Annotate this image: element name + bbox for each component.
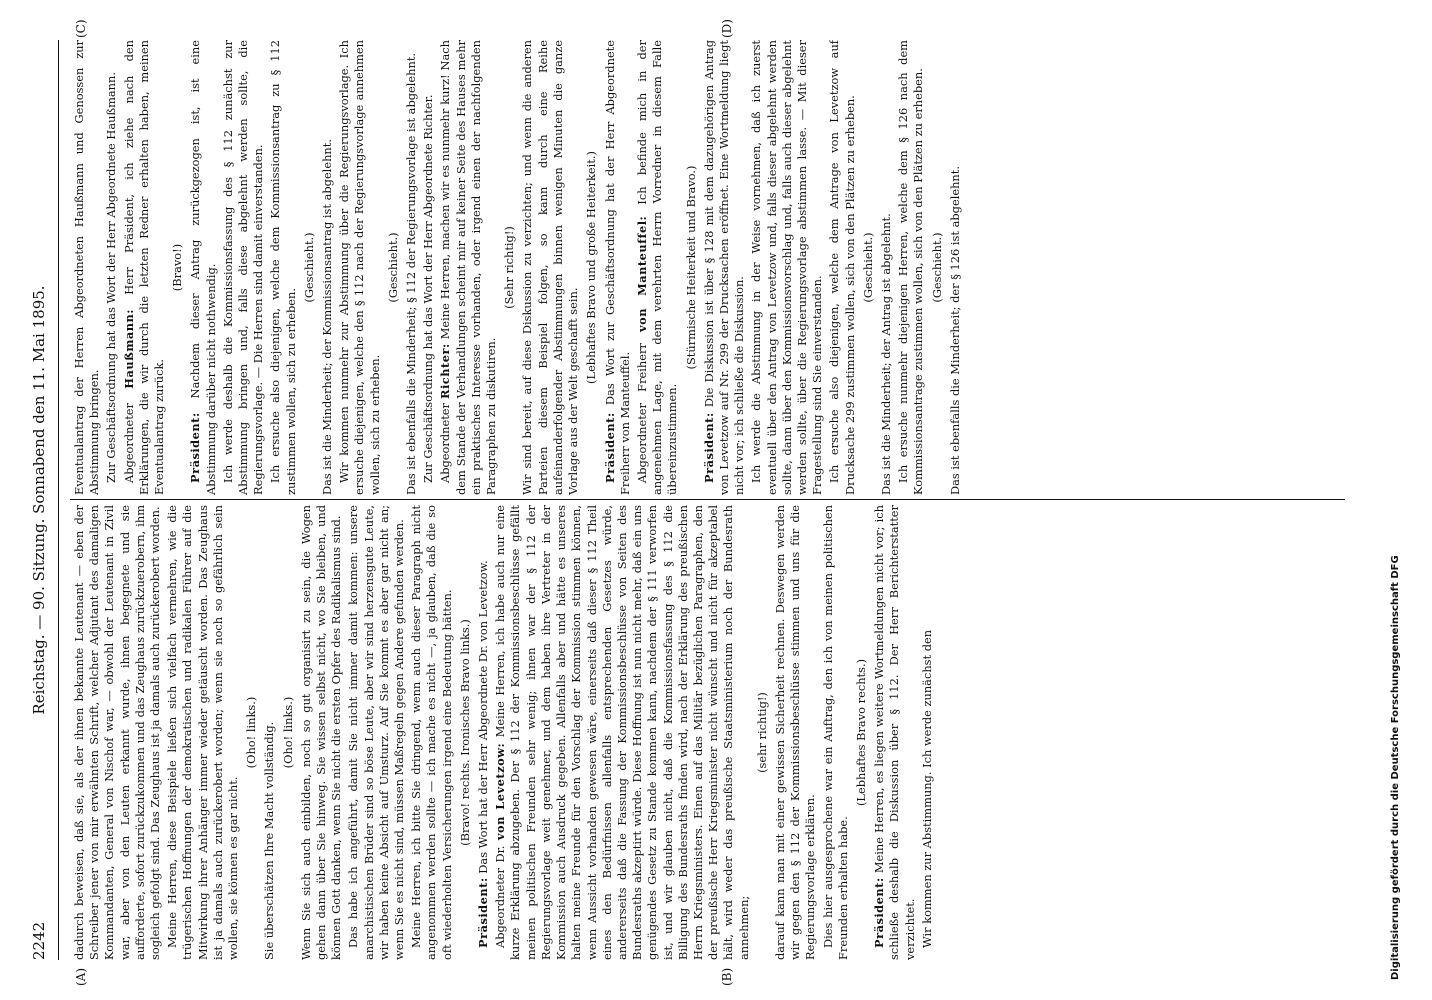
right-column-paragraph: (Stürmische Heiterkeit und Bravo.) [683,165,698,370]
right-column-paragraph: Präsident: Das Wort zur Geschäftsordnung hat der Herr Abgeordnete Freiherr von Manteuffel. [602,40,632,495]
column-divider [70,499,1345,500]
right-column-paragraph: Eventualantrag der Herren Abgeordneten Haußmann und Genossen zur Abstimmung bringen. [72,40,102,495]
right-column-paragraph: Das ist ebenfalls die Minderheit; § 112 der Regierungsvorlage ist abgelehnt. [404,52,419,495]
left-column-paragraph: (Oho! links.) [280,696,295,769]
page-number: 2242 [30,921,48,960]
digitization-credit [1360,380,1420,980]
left-column-paragraph: Meine Herren, diese Beispiele ließen sich vielfach vermehren, wie die trügerischen Hoffnungen der demokratischen und radikalen Führer auf die Mitwirkung ihrer Anhänger immer wieder getäuscht worden. Das Zeughaus ist ja damals auch zurückerobert worden; wenn sie noch so gefährlich sein wollen, sie können es gar nicht. [165,505,241,960]
marker-b: (B) [720,967,734,986]
left-column-paragraph: (sehr richtig!) [754,692,769,773]
left-column-paragraph: dadurch beweisen, daß sie, als der ihnen bekannte Leutenant — eben der Schreiber jener von mir erwähnten Schrift, welcher Adjutant des damaligen Kommandanten, General von Nischof war, — obwohl der Leutenant in Zivil war, aber von den Leuten erkannt wurde, ihnen begegnete und sie aufforderte, sofort zurückzukommen und das Zeughaus zurückzuerobern, ihm sogleich gefolgt sind. Das Zeughaus ist ja damals auch zurückerobert worden. [72,505,163,960]
left-column-paragraph: Wir kommen zur Abstimmung. Ich werde zunächst den [919,629,934,948]
left-column-paragraph: Das habe ich angeführt, damit Sie nicht immer damit kommen: unsere anarchistischen Brüder sind so böse Leute, aber wir sind herzensgute Leute, wir haben keine Absicht auf Umsturz. Auf Sie kommt es aber gar nicht an; wenn Sie es nicht sind, müssen Maßregeln gegen Andere gefunden werden. [346,505,407,960]
right-column-paragraph: Ich ersuche also diejenigen, welche dem Antrage von Levetzow auf Drucksache 299 zustimmen wollen, sich von den Plätzen zu erheben. [827,40,857,495]
right-column-paragraph: Präsident: Nachdem dieser Antrag zurückgezogen ist, ist eine Abstimmung darüber nicht nothwendig. [188,40,218,495]
right-column-paragraph: Ich werde deshalb die Kommissionsfassung des § 112 zunächst zur Abstimmung bringen und, falls diese abgelehnt werden sollte, die Regierungsvorlage. — Die Herren sind damit einverstanden. [220,40,266,495]
credit-text: Digitalisierung gefördert durch die Deutsche Forschungsgemeinschaft [1390,582,1401,980]
right-column-paragraph: Präsident: Die Diskussion ist über § 128 mit dem dazugehörigen Antrag von Levetzow auf Nr. 299 der Drucksachen eröffnet. Eine Wortmeldung liegt nicht vor; ich schließe die Diskussion. [701,40,747,495]
right-column-paragraph: Das ist die Minderheit; der Antrag ist abgelehnt. [878,213,893,495]
left-column-paragraph: Wenn Sie sich auch einbilden, noch so gut organisirt zu sein, die Wogen gehen dann über Sie hinweg. Sie wissen selbst nicht, wo Sie bleiben, und können Gott danken, wenn Sie nicht die ersten Opfer des Radikalismus sind. [298,505,344,960]
left-column-paragraph: (Lebhaftes Bravo rechts.) [853,658,868,807]
left-column-paragraph: (Oho! links.) [244,696,259,769]
right-column-paragraph: (Geschieht.) [301,232,316,303]
right-column-paragraph: (Geschieht.) [860,232,875,303]
right-column-paragraph: (Geschieht.) [929,232,944,303]
page-title: Reichstag. — 90. Sitzung. Sonnabend den 11. Mai 1895. [30,285,48,715]
right-column-paragraph: Abgeordneter Freiherr von Manteuffel: Ich befinde mich in der angenehmen Lage, mit dem verehrten Herrn Vorredner in diesem Falle übereinzustimmen. [634,40,680,495]
right-column [72,40,1342,495]
right-column-paragraph: Ich ersuche nunmehr diejenigen Herren, welche dem § 126 nach dem Kommissionsantrage zustimmen wollen, sich von den Plätzen zu erheben. [896,40,926,495]
left-column-paragraph: Abgeordneter Dr. von Levetzow: Meine Herren, ich habe auch nur eine kurze Erklärung abzugeben. Der § 112 der Kommissionsbeschlüsse gefällt meinen politischen Freunden sehr wenig; ihnen war der § 112 der Regierungsvorlage weit genehmer, und dem haben ihre Vertreter in der Kommission auch Ausdruck gegeben. Allenfalls aber und hätte es unseres halten meine Freunde für den Vorschlag der Kommission stimmen können, wenn Aussicht vorhanden gewesen wäre, einerseits daß dieser § 112 Theil eines den Bedürfnissen allenfalls entsprechenden Gesetzes würde, andererseits daß die Fassung der Kommissionsbeschlüsse von Seiten des Bundesraths akzeptirt würde. Diese Hoffnung ist nun nicht mehr, daß ein uns genügendes Gesetz zu Stande kommen kann, nachdem der § 111 verworfen ist, und wir glauben nicht, daß die Kommissionsfassung des § 112 die Billigung des Bundesraths finden wird, nach der Erklärung des preußischen Herrn Kriegsministers. Einen auf das Militär bezüglichen Paragraphen, den der preußische Herr Kriegsminister nicht wünscht und nicht für akzeptabel hält, wird weder das preußische Staatsministerium noch der Bundesrath annehmen; [493,505,751,960]
right-column-paragraph: (Sehr richtig!) [502,226,517,309]
marker-c: (C) [74,19,88,38]
right-column-paragraph: Abgeordneter Richter: Meine Herren, machen wir es nunmehr kurz! Nach dem Stande der Verhandlungen scheint mir auf keiner Seite des Hauses mehr ein praktisches Interesse vorhanden, oder irgend einen der nachfolgenden Paragraphen zu diskutiren. [438,40,499,495]
right-column-paragraph: (Geschieht.) [385,232,400,303]
right-column-paragraph: Abgeordneter Haußmann: Herr Präsident, ich ziehe nach den Erklärungen, die wir durch die letzten Redner erhalten haben, meinen Eventualantrag zurück. [121,40,167,495]
right-column-paragraph: Zur Geschäftsordnung hat das Wort der Herr Abgeordnete Richter. [421,94,436,483]
right-column-paragraph: Wir kommen nunmehr zur Abstimmung über die Regierungsvorlage. Ich ersuche diejenigen, welche den § 112 nach der Regierungsvorlage annehmen wollen, sich zu erheben. [337,40,382,495]
left-column-paragraph: (Bravo! rechts. Ironisches Bravo links.) [457,619,472,846]
right-column-paragraph: Das ist die Minderheit; der Kommissionsantrag ist abgelehnt. [320,139,335,495]
left-column-paragraph: Präsident: Das Wort hat der Herr Abgeordnete Dr. von Levetzow. [476,560,491,948]
page-header [30,40,54,960]
left-column [72,505,1342,960]
right-column-paragraph: (Bravo!) [170,243,185,292]
left-column-paragraph: Dies hier ausgesprochene war ein Auftrag, den ich von meinen politischen Freunden erhalten habe. [820,505,850,960]
right-column-paragraph: (Lebhaftes Bravo und große Heiterkeit.) [584,151,599,384]
dfg-logo: DFG [1390,555,1401,579]
left-column-paragraph: Meine Herren, ich bitte Sie dringend, wenn auch dieser Paragraph nicht angenommen werden sollte — ich mache es nicht —, ja glauben, daß die so oft wiederholten Versicherungen irgend eine Bedeutung hätten. [409,505,454,960]
right-column-paragraph: Wir sind bereit, auf diese Diskussion zu verzichten; und wenn die anderen Parteien diesem Beispiel folgen, so kann durch eine Reihe aufeinanderfolgender Abstimmungen binnen wenigen Minuten die ganze Vorlage aus der Welt geschafft sein. [520,40,581,495]
left-column-paragraph: Sie überschätzen Ihre Macht vollständig. [262,721,277,960]
right-column-paragraph: Zur Geschäftsordnung hat das Wort der Herr Abgeordnete Haußmann. [104,72,119,483]
header-rule [58,40,59,960]
left-column-paragraph: Präsident: Meine Herren, es liegen weitere Wortmeldungen nicht vor; ich schließe deshalb die Diskussion über § 112. Der Herr Berichterstatter verzichtet. [872,505,917,960]
right-column-paragraph: Ich werde die Abstimmung in der Weise vornehmen, daß ich zuerst eventuell über den Antrag von Levetzow und, falls dieser abgelehnt werden sollte, dann über den Kommissionsvorschlag und, falls auch dieser abgelehnt werden sollte, über die Regierungsvorlage abstimmen lasse. — Mit dieser Fragestellung sind Sie einverstanden. [749,40,825,495]
marker-a: (A) [74,967,88,986]
right-column-paragraph: Das ist ebenfalls die Minderheit; der § 126 ist abgelehnt. [947,166,962,495]
right-column-paragraph: Ich ersuche also diejenigen, welche dem Kommissionsantrag zu § 112 zustimmen wollen, sich zu erheben. [268,40,298,495]
left-column-paragraph: darauf kann man mit einer gewissen Sicherheit rechnen. Deswegen werden wir gegen den § 112 der Kommissionsbeschlüsse stimmen und uns für die Regierungsvorlage erklären. [772,505,818,960]
marker-d: (D) [720,19,734,38]
